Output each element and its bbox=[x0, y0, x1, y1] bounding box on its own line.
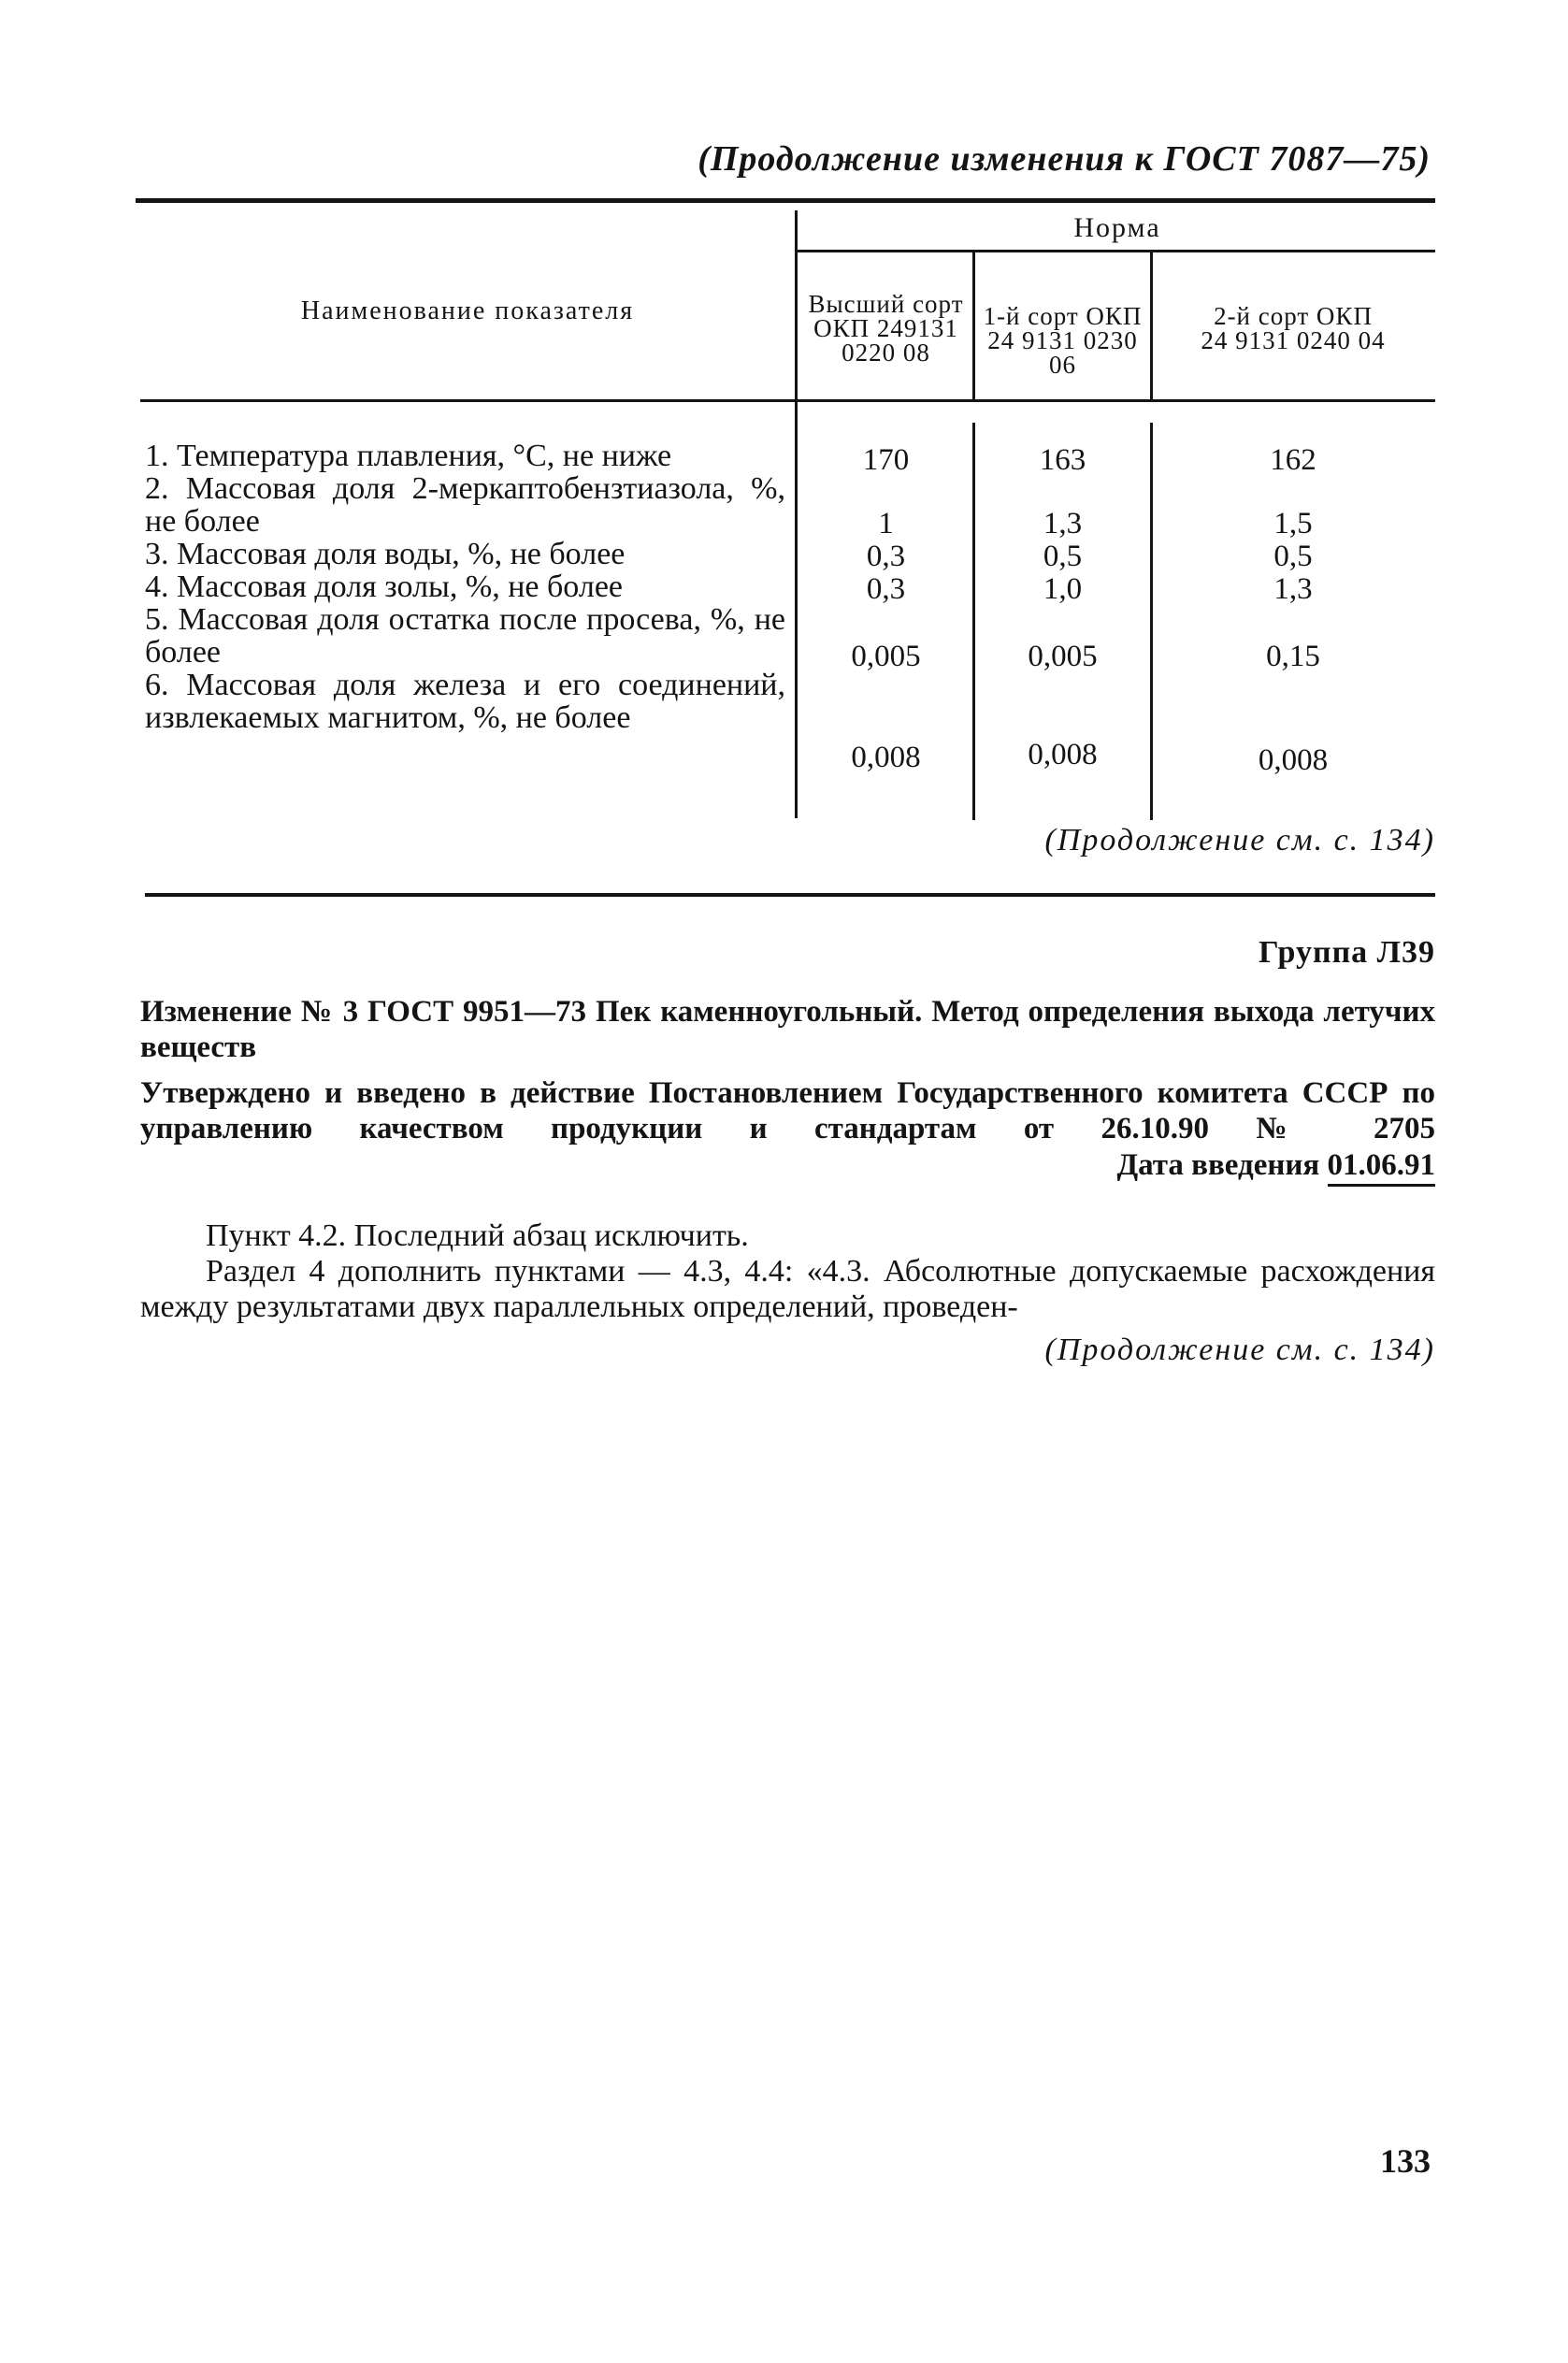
approval-statement: Утверждено и введено в действие Постановлением Государственного комитета СССР по управлению качеством продукции и стандартам от 26.10.90 № 2705 bbox=[140, 1076, 1435, 1145]
section-separator-rule bbox=[145, 893, 1435, 897]
continuation-note: (Продолжение см. с. 134) bbox=[1044, 823, 1435, 857]
table-cell: 0,3 bbox=[866, 540, 906, 573]
paragraph-clause-4-2: Пункт 4.2. Последний абзац исключить. bbox=[206, 1218, 749, 1253]
table-divider-name bbox=[795, 210, 798, 818]
page-number: 133 bbox=[1380, 2142, 1431, 2180]
table-header-rule bbox=[140, 399, 1435, 402]
table-cell: 0,5 bbox=[1273, 540, 1313, 573]
table-cell: 0,005 bbox=[851, 640, 921, 673]
table-cell: 1,3 bbox=[1043, 507, 1083, 540]
table-cell: 0,008 bbox=[1028, 738, 1098, 771]
header-grade-premium bbox=[799, 292, 972, 365]
introduction-date-label: Дата введения bbox=[1116, 1148, 1320, 1182]
header-grade-premium-line: ОКП 249131 bbox=[813, 314, 958, 342]
table-cell: 1 bbox=[878, 507, 894, 540]
table-cell: 162 bbox=[1270, 443, 1316, 477]
group-label: Группа Л39 bbox=[1259, 935, 1435, 970]
table-cell: 0,3 bbox=[866, 572, 906, 606]
header-grade-premium-line: Высший сорт bbox=[808, 290, 964, 318]
introduction-date bbox=[140, 1148, 1435, 1183]
header-grade-first-line: 1-й сорт ОКП bbox=[983, 302, 1143, 330]
running-head: (Продолжение изменения к ГОСТ 7087—75) bbox=[698, 139, 1431, 179]
table-cell: 1,0 bbox=[1043, 572, 1083, 606]
table-cell: 170 bbox=[862, 443, 910, 477]
header-grade-second-line: 2-й сорт ОКП bbox=[1214, 302, 1373, 330]
header-indicator-name: Наименование показателя bbox=[300, 296, 635, 325]
table-cell: 0,15 bbox=[1266, 640, 1320, 673]
table-row-label: 4. Массовая доля золы, %, не более bbox=[145, 569, 623, 604]
header-grade-second-line: 24 9131 0240 04 bbox=[1201, 326, 1386, 354]
header-grade-first bbox=[975, 304, 1150, 377]
table-cell: 0,008 bbox=[851, 741, 921, 774]
header-grade-second bbox=[1153, 304, 1433, 353]
table-row-label: 2. Массовая доля 2-меркаптобензтиазола, %, не более bbox=[145, 471, 785, 539]
change-title: Изменение № 3 ГОСТ 9951—73 Пек каменноугольный. Метод определения выхода летучих веществ bbox=[140, 995, 1435, 1064]
header-grade-premium-line: 0220 08 bbox=[842, 339, 930, 367]
introduction-date-value: 01.06.91 bbox=[1328, 1148, 1436, 1187]
table-row-label: 6. Массовая доля железа и его соединений, извлекаемых магнитом, %, не более bbox=[145, 668, 785, 735]
table-cell: 1,5 bbox=[1273, 507, 1313, 540]
table-row-label: 1. Температура плавления, °С, не ниже bbox=[145, 439, 672, 473]
table-norma-rule bbox=[795, 250, 1435, 252]
table-cell: 163 bbox=[1039, 443, 1086, 477]
table-cell: 1,3 bbox=[1273, 572, 1313, 606]
table-row-label: 5. Массовая доля остатка после просева, %, не более bbox=[145, 602, 785, 670]
paragraph-section-4: Раздел 4 дополнить пунктами — 4.3, 4.4: «4.3. Абсолютные допускаемые расхождения между результатами двух параллельных определений, проведен- bbox=[140, 1254, 1435, 1324]
table-row-label: 3. Массовая доля воды, %, не более bbox=[145, 537, 626, 571]
header-grade-first-line: 24 9131 0230 06 bbox=[987, 326, 1138, 379]
continuation-note: (Продолжение см. с. 134) bbox=[1044, 1333, 1435, 1367]
table-cell: 0,005 bbox=[1028, 640, 1098, 673]
specification-table bbox=[140, 203, 1435, 815]
table-cell: 0,5 bbox=[1043, 540, 1083, 573]
header-norma: Норма bbox=[1073, 212, 1161, 243]
table-cell: 0,008 bbox=[1258, 743, 1329, 777]
